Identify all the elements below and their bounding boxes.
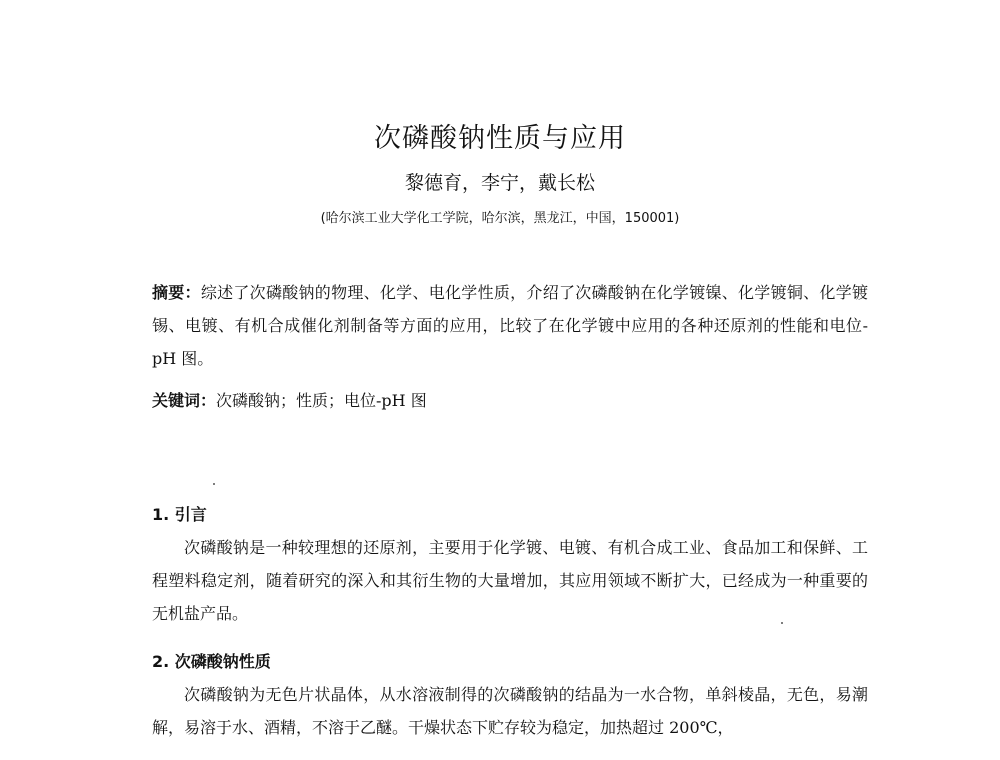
scan-speck bbox=[781, 622, 783, 624]
keywords-label: 关键词： bbox=[152, 391, 217, 410]
abstract-label: 摘要： bbox=[152, 283, 201, 302]
abstract bbox=[152, 276, 868, 375]
section-heading-properties: 2. 次磷酸钠性质 bbox=[152, 652, 271, 671]
section-paragraph-introduction: 次磷酸钠是一种较理想的还原剂，主要用于化学镀、电镀、有机合成工业、食品加工和保鲜、工程塑料稳定剂，随着研究的深入和其衍生物的大量增加，其应用领域不断扩大，已经成为一种重要的无机盐产品。 bbox=[152, 538, 868, 623]
paper-affiliation: (哈尔滨工业大学化工学院，哈尔滨，黑龙江，中国，150001) bbox=[320, 211, 680, 226]
paper-title: 次磷酸钠性质与应用 bbox=[374, 123, 626, 154]
section-heading-introduction: 1. 引言 bbox=[152, 505, 207, 524]
scan-speck bbox=[213, 483, 215, 485]
paper-authors: 黎德育，李宁，戴长松 bbox=[404, 172, 595, 194]
abstract-text: 综述了次磷酸钠的物理、化学、电化学性质，介绍了次磷酸钠在化学镀镍、化学镀铜、化学镀锡、电镀、有机合成催化剂制备等方面的应用，比较了在化学镀中应用的各种还原剂的性能和电位-pH 图。 bbox=[152, 283, 868, 368]
section-paragraph-properties: 次磷酸钠为无色片状晶体，从水溶液制得的次磷酸钠的结晶为一水合物，单斜棱晶，无色，易潮解，易溶于水、酒精，不溶于乙醚。干燥状态下贮存较为稳定，加热超过 200℃， bbox=[152, 685, 868, 737]
keywords-text: 次磷酸钠；性质；电位-pH 图 bbox=[216, 391, 427, 410]
keywords bbox=[152, 384, 868, 417]
